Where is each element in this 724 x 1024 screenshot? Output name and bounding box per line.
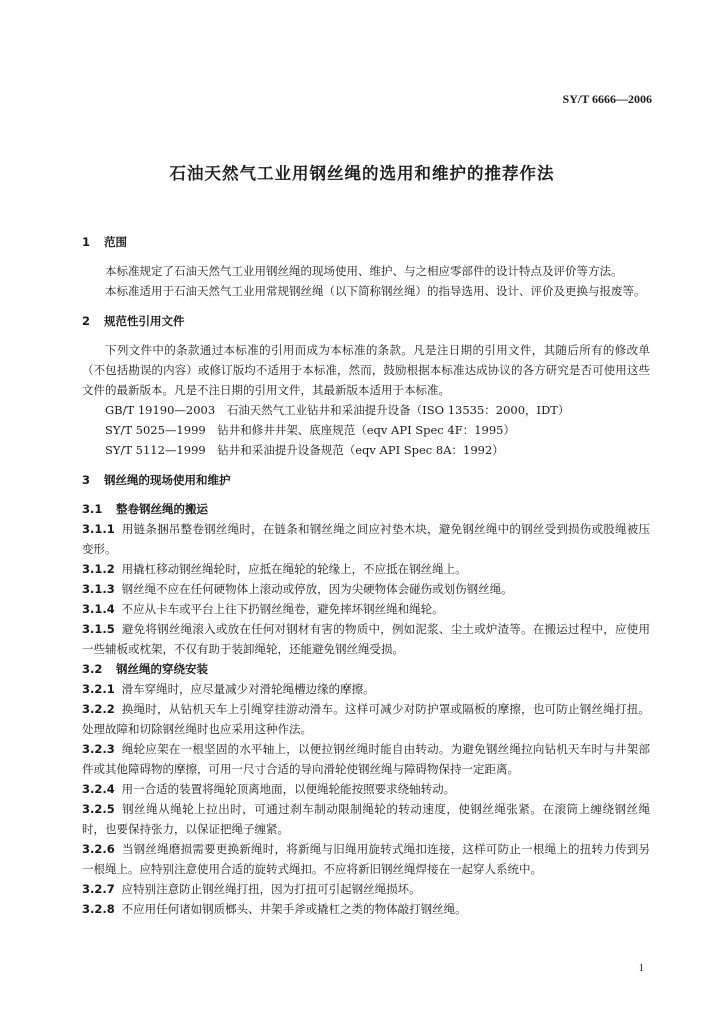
- paragraph: 本标准适用于石油天然气工业用常规钢丝绳（以下简称钢丝绳）的指导选用、设计、评价及更换与报废等。: [105, 284, 646, 298]
- clause-number: 3.1.5: [82, 622, 115, 636]
- section-1-heading: [82, 232, 650, 252]
- subsection-number: 3.1: [82, 502, 103, 516]
- page-number: 1: [638, 962, 644, 974]
- clause-text: 不应从卡车或平台上往下扔钢丝绳卷，避免摔坏钢丝绳和绳轮。: [121, 602, 444, 616]
- clause-number: 3.1.4: [82, 602, 115, 616]
- clause-item: [82, 879, 650, 899]
- clause-text: 当钢丝绳磨损需要更换新绳时，将新绳与旧绳用旋转式绳扣连接，这样可防止一根绳上的扭转力传到另一根绳上。应特别注意使用合适的旋转式绳扣。不应将新旧钢丝绳焊接在一起穿人系统中。: [82, 842, 651, 876]
- standard-code: SY/T 6666—2006: [562, 92, 652, 106]
- reference-item: SY/T 5112—1999 钻井和采油提升设备规范（eqv API Spec 8A：1992）: [105, 443, 504, 457]
- clause-text: 用撬杠移动钢丝绳轮时，应抵在绳轮的轮缘上，不应抵在钢丝绳上。: [121, 562, 467, 576]
- clause-item: [82, 559, 650, 579]
- clause-item: [82, 799, 650, 839]
- clause-text: 不应用任何诸如钢质榔头、井架手斧或撬杠之类的物体敲打钢丝绳。: [121, 902, 467, 916]
- section-number: 3: [82, 473, 91, 487]
- clause-number: 3.1.2: [82, 562, 115, 576]
- section-title: 规范性引用文件: [104, 314, 185, 328]
- clause-number: 3.2.5: [82, 802, 115, 816]
- clause-text: 钢丝绳从绳轮上拉出时，可通过刹车制动限制绳轮的转动速度，使钢丝绳张紧。在滚筒上缠绕钢丝绳时，也要保持张力，以保证把绳子缠紧。: [82, 802, 651, 836]
- subsection-3-2-heading: [82, 659, 650, 679]
- clause-number: 3.2.7: [82, 882, 115, 896]
- clause-text: 钢丝绳不应在任何硬物体上滚动或停放，因为尖硬物体会碰伤或划伤钢丝绳。: [121, 582, 513, 596]
- clause-item: [82, 779, 650, 799]
- clause-item: [82, 619, 650, 659]
- clause-number: 3.2.8: [82, 902, 115, 916]
- paragraph: 下列文件中的条款通过本标准的引用而成为本标准的条款。凡是注日期的引用文件，其随后所有的修改单（不包括勘误的内容）或修订版均不适用于本标准，然而，鼓励根据本标准达成协议的各方研究是否可使用这些文件的最新版本。凡是不注日期的引用文件，其最新版本适用于本标准。: [82, 343, 650, 397]
- clause-text: 滑车穿绳时，应尽量减少对滑轮绳槽边缘的摩擦。: [121, 682, 375, 696]
- reference-item: SY/T 5025—1999 钻井和修井井架、底座规范（eqv API Spec 4F：1995）: [105, 423, 515, 437]
- clause-number: 3.2.2: [82, 702, 115, 716]
- clause-item: [82, 739, 650, 779]
- section-2-heading: [82, 311, 650, 331]
- subsection-number: 3.2: [82, 662, 103, 676]
- section-title: 范围: [104, 235, 127, 249]
- reference-item: GB/T 19190—2003 石油天然气工业钻井和采油提升设备（ISO 13535：2000，IDT）: [105, 403, 570, 417]
- clause-item: [82, 699, 650, 739]
- paragraph: 本标准规定了石油天然气工业用钢丝绳的现场使用、维护、与之相应零部件的设计特点及评价等方法。: [105, 264, 623, 278]
- clause-text: 换绳时，从钻机天车上引绳穿挂游动滑车。这样可减少对防护罩或隔板的摩擦，也可防止钢丝绳打扭。处理故障和切除钢丝绳时也应采用这种作法。: [82, 702, 651, 736]
- clause-item: [82, 519, 650, 559]
- clause-item: [82, 899, 650, 919]
- subsection-3-1-heading: [82, 499, 650, 519]
- section-3-heading: [82, 470, 650, 490]
- clause-number: 3.2.6: [82, 842, 115, 856]
- clause-number: 3.2.4: [82, 782, 115, 796]
- clause-number: 3.2.3: [82, 742, 115, 756]
- clause-text: 用一合适的装置将绳轮顶离地面，以便绳轮能按照要求绕轴转动。: [121, 782, 456, 796]
- clause-item: [82, 839, 650, 879]
- document-title: 石油天然气工业用钢丝绳的选用和维护的推荐作法: [169, 164, 555, 183]
- clause-item: [82, 679, 650, 699]
- section-title: 钢丝绳的现场使用和维护: [104, 473, 231, 487]
- subsection-title: 整卷钢丝绳的搬运: [116, 502, 208, 516]
- clause-number: 3.1.1: [82, 522, 115, 536]
- clause-text: 应特别注意防止钢丝绳打扭，因为打扭可引起钢丝绳损坏。: [121, 882, 421, 896]
- document-body: [82, 232, 650, 919]
- section-number: 1: [82, 235, 91, 249]
- clause-item: [82, 599, 650, 619]
- clause-text: 用链条捆吊整卷钢丝绳时，在链条和钢丝绳之间应衬垫木块，避免钢丝绳中的钢丝受到损伤或股绳被压变形。: [82, 522, 651, 556]
- clause-item: [82, 579, 650, 599]
- clause-text: 避免将钢丝绳滚入或放在任何对钢材有害的物质中，例如泥浆、尘土或炉渣等。在搬运过程中，应使用一些辅板或枕架，不仅有助于装卸绳轮，还能避免钢丝绳受损。: [82, 622, 651, 656]
- subsection-title: 钢丝绳的穿绕安装: [116, 662, 208, 676]
- section-number: 2: [82, 314, 91, 328]
- clause-number: 3.1.3: [82, 582, 115, 596]
- clause-number: 3.2.1: [82, 682, 115, 696]
- clause-text: 绳轮应架在一根坚固的水平轴上，以便拉钢丝绳时能自由转动。为避免钢丝绳拉向钻机天车时与井架部件或其他障碍物的摩擦，可用一尺寸合适的导向滑轮使钢丝绳与障碍物保持一定距离。: [82, 742, 651, 776]
